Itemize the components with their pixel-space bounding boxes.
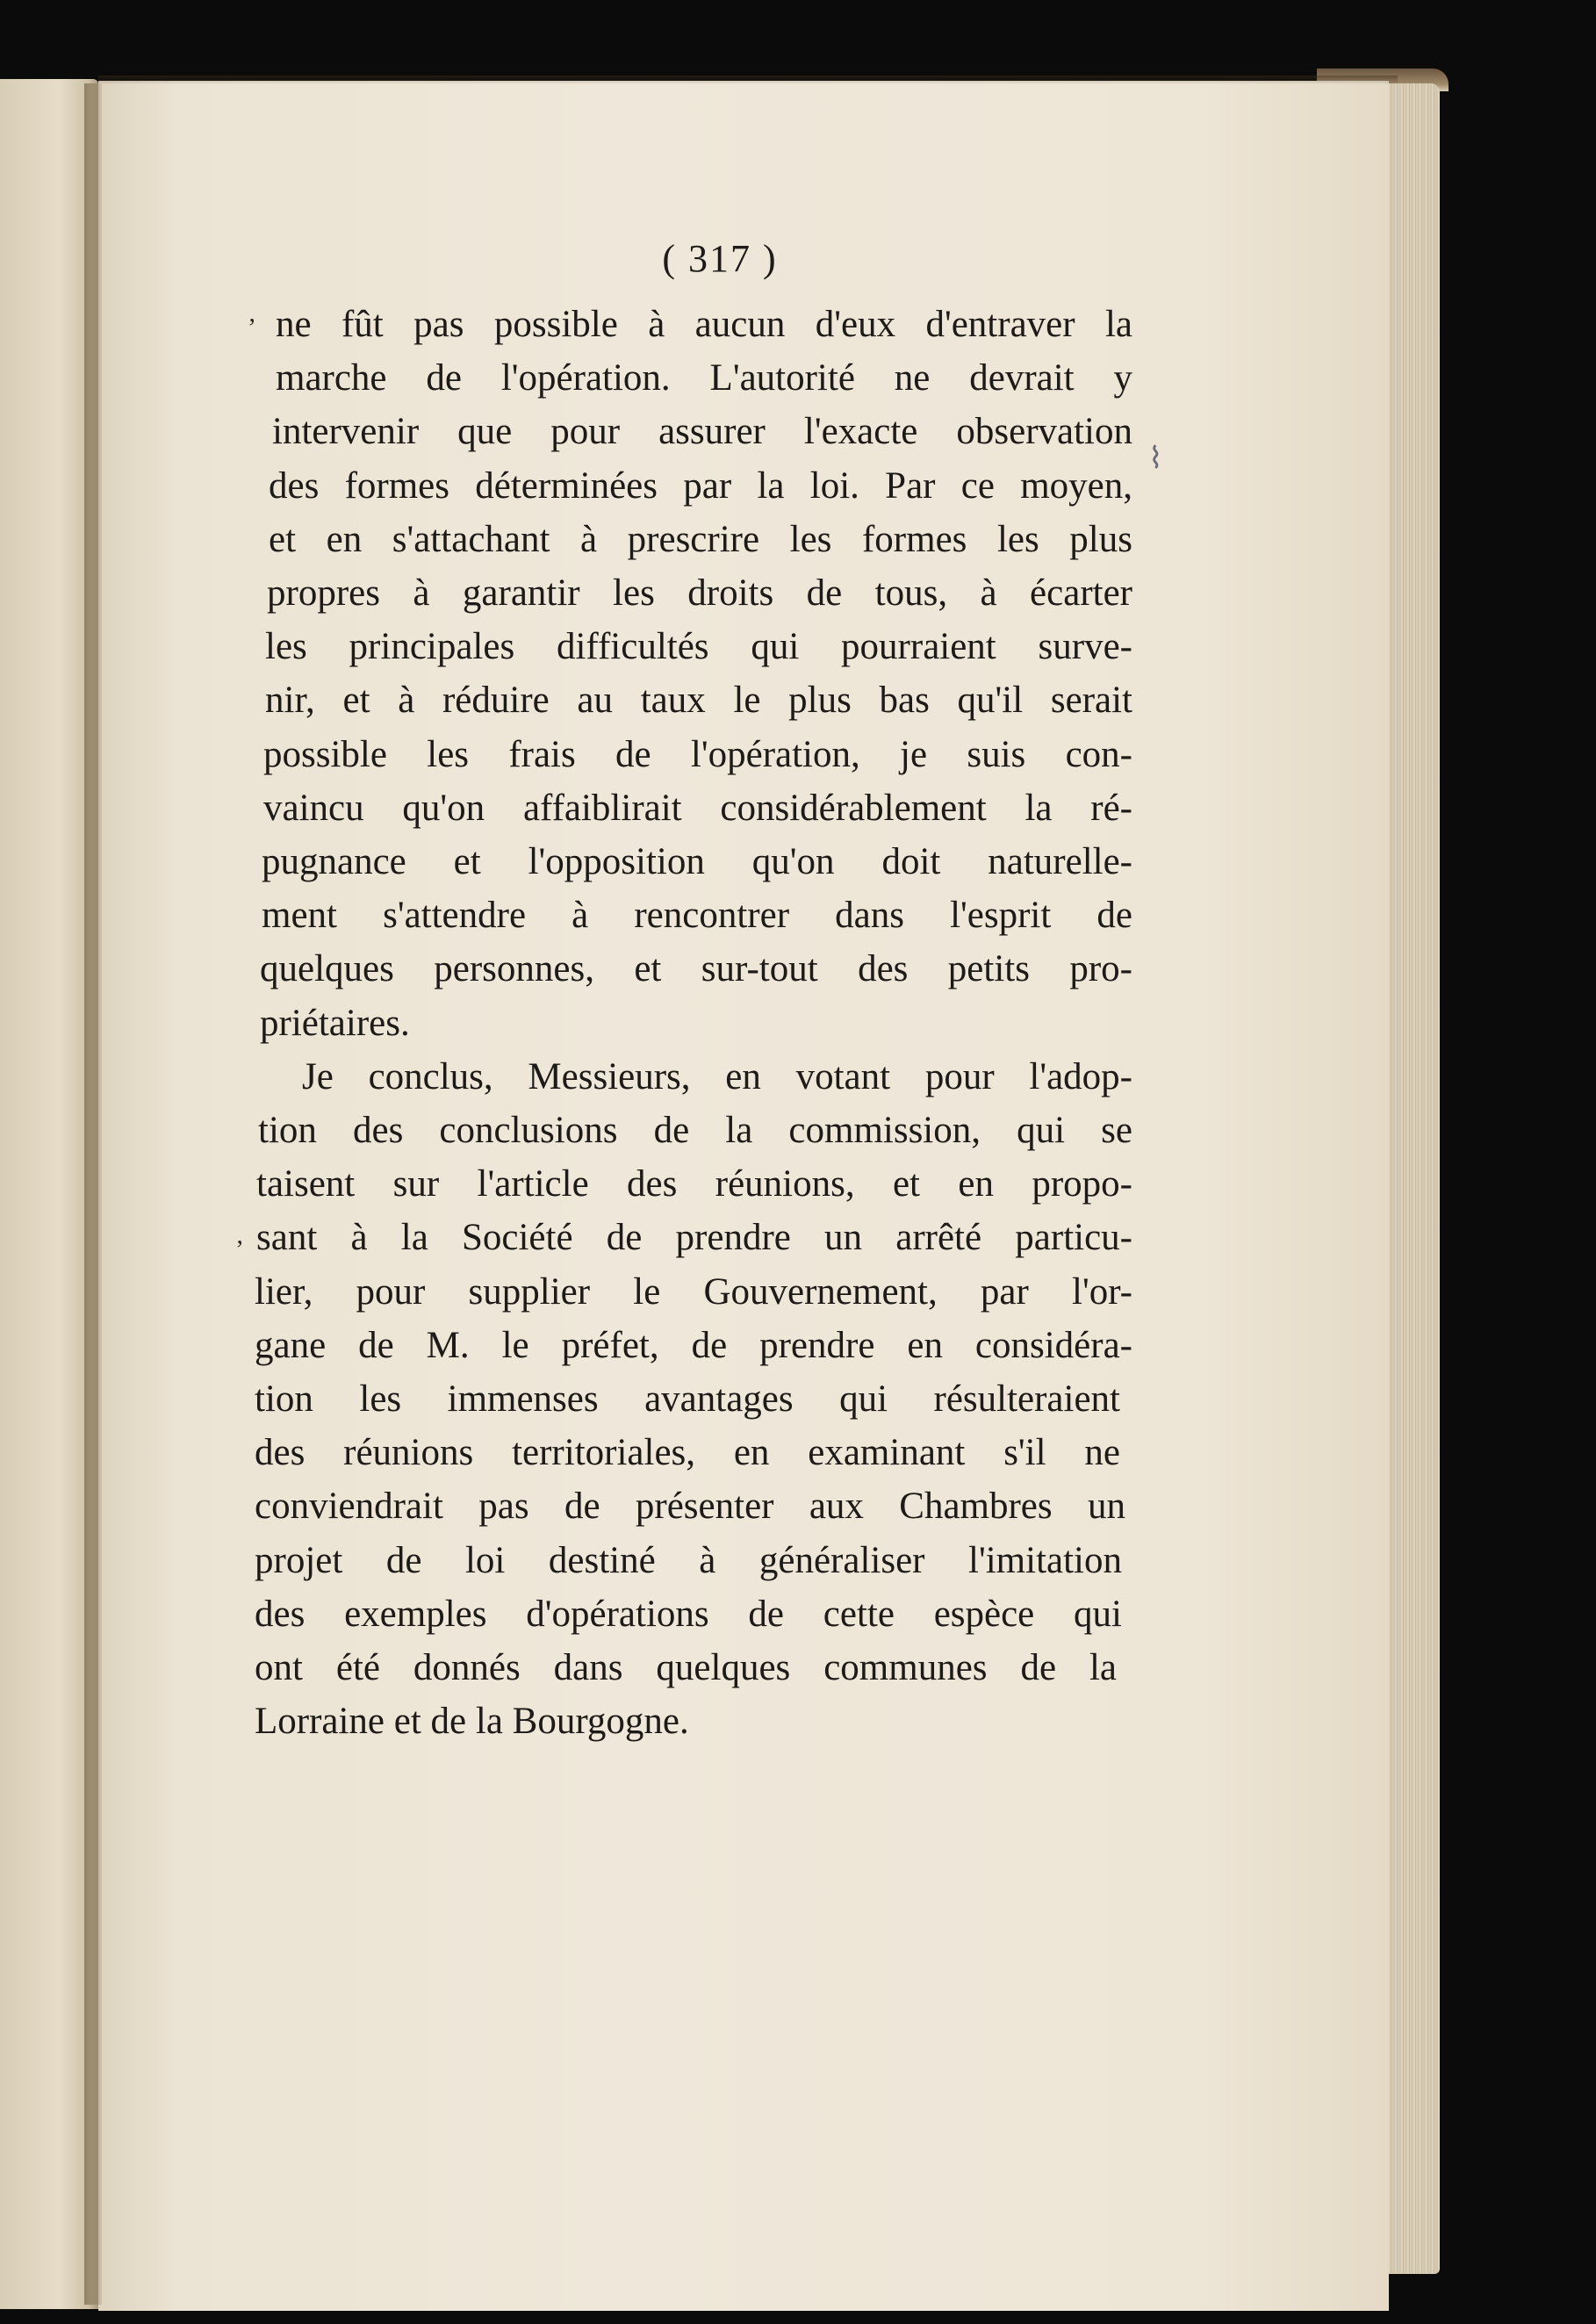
- text-line: lier, pour supplier le Gouvernement, par l'or-: [255, 1270, 1132, 1313]
- text-line: quelques personnes, et sur-tout des petits pro-: [260, 948, 1132, 990]
- page-number: ( 317 ): [662, 237, 778, 280]
- text-line: conviendrait pas de présenter aux Chambres un: [255, 1486, 1125, 1528]
- text-line: intervenir que pour assurer l'exacte observation: [272, 411, 1132, 453]
- margin-mark: ‚: [248, 299, 256, 327]
- text-line: vaincu qu'on affaiblirait considérablement la ré-: [263, 787, 1132, 829]
- page-top-shadow: [98, 76, 1398, 84]
- text-line: et en s'attachant à prescrire les formes les plus: [269, 518, 1132, 560]
- text-line: Lorraine et de la Bourgogne.: [255, 1701, 689, 1743]
- text-line: propres à garantir les droits de tous, à écarter: [267, 572, 1132, 615]
- margin-mark: ‚: [235, 1220, 244, 1249]
- text-line: les principales difficultés qui pourraient surve-: [265, 626, 1132, 668]
- text-line: ne fût pas possible à aucun d'eux d'entraver la: [276, 304, 1132, 345]
- text-line: projet de loi destiné à généraliser l'imitation: [255, 1539, 1122, 1581]
- page-text: [255, 233, 1132, 1748]
- pencil-annotation: ⌇: [1148, 441, 1163, 476]
- paragraph-start-line: Je conclus, Messieurs, en votant pour l'adop-: [302, 1055, 1132, 1097]
- text-line: gane de M. le préfet, de prendre en considéra-: [255, 1324, 1132, 1366]
- text-line: nir, et à réduire au taux le plus bas qu'il serait: [265, 680, 1132, 722]
- text-line: ment s'attendre à rencontrer dans l'esprit de: [262, 895, 1132, 937]
- text-line: sant à la Société de prendre un arrêté particu-: [256, 1217, 1132, 1259]
- text-line: des formes déterminées par la loi. Par ce moyen,: [269, 464, 1132, 507]
- text-line: tion les immenses avantages qui résulteraient: [255, 1378, 1120, 1421]
- text-line: des exemples d'opérations de cette espèce qui: [255, 1593, 1122, 1635]
- text-line: des réunions territoriales, en examinant s'il ne: [255, 1432, 1120, 1474]
- text-line: priétaires.: [260, 1002, 410, 1044]
- page-block-edges: [1385, 83, 1440, 2274]
- text-line: pugnance et l'opposition qu'on doit naturelle-: [262, 841, 1132, 883]
- text-line: tion des conclusions de la commission, qui se: [258, 1110, 1132, 1152]
- text-line: taisent sur l'article des réunions, et en propo-: [256, 1163, 1132, 1205]
- book-gutter: [84, 83, 102, 2305]
- text-line: possible les frais de l'opération, je suis con-: [263, 733, 1132, 775]
- text-line: ont été donnés dans quelques communes de la: [255, 1647, 1117, 1689]
- text-line: marche de l'opération. L'autorité ne devrait y: [276, 357, 1132, 399]
